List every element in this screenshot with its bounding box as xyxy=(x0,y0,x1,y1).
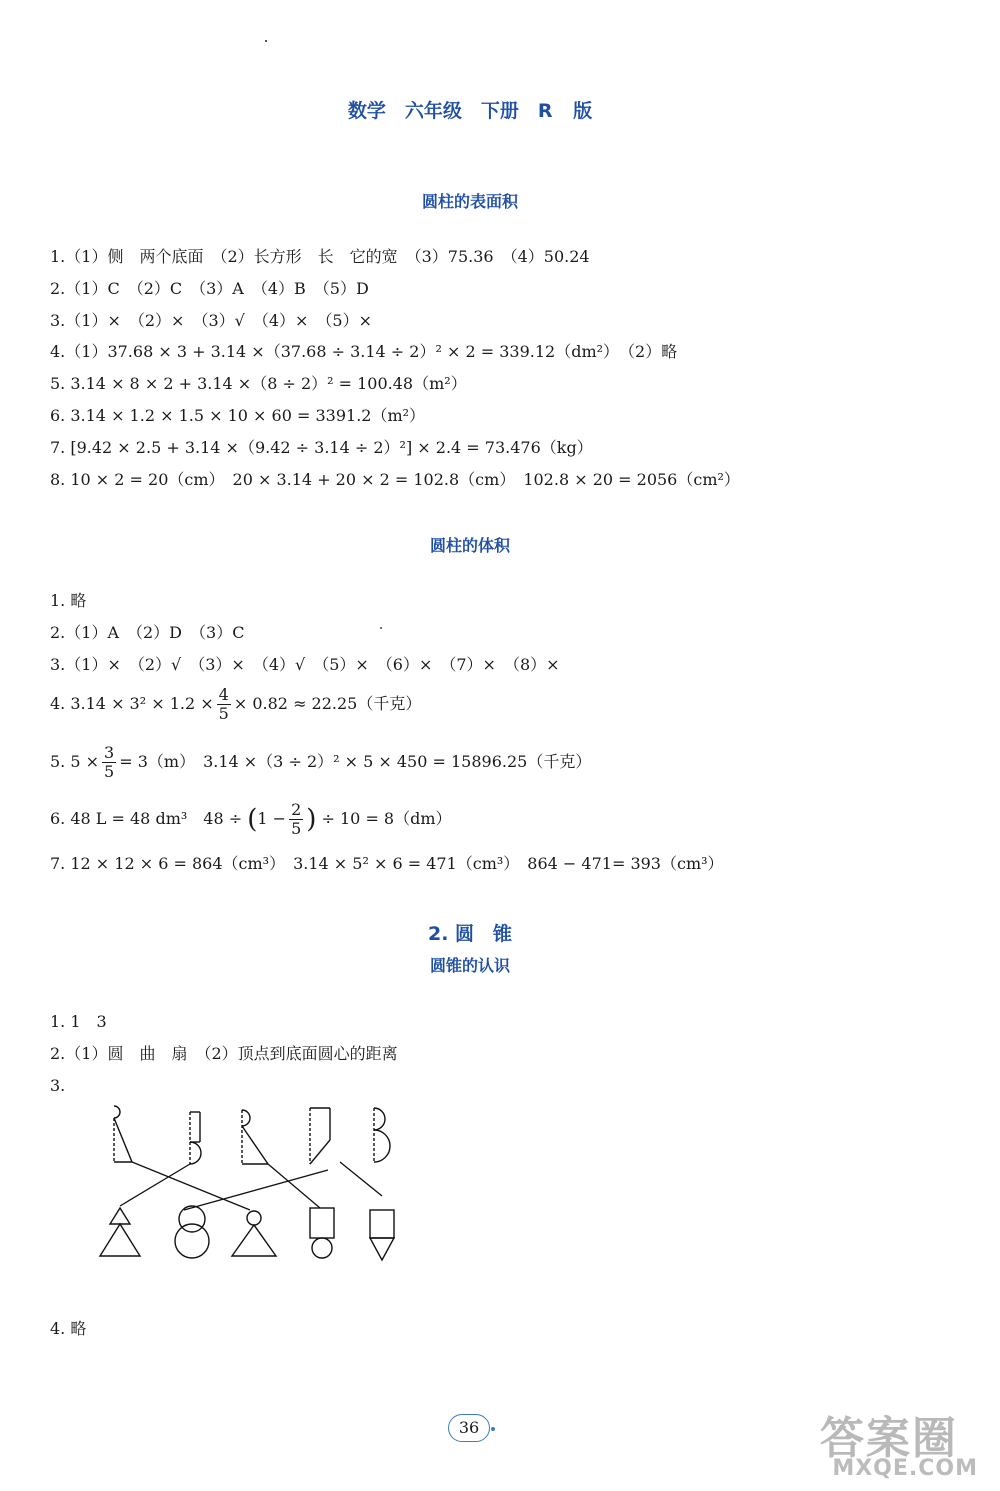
answer-line-with-fraction xyxy=(50,744,591,781)
answer-line-with-fraction xyxy=(50,801,452,838)
right-paren: ) xyxy=(306,804,317,835)
rectangle-with-semicircle-figure xyxy=(190,1112,201,1164)
answer-line: 3.（1）× （2）√ （3）× （4）√ （5）× （6）× （7）× （8）× xyxy=(50,655,560,674)
left-paren: ( xyxy=(247,804,258,835)
fraction xyxy=(102,744,116,781)
answer-line: 1.（1）侧 两个底面 （2）长方形 长 它的宽 （3）75.36 （4）50.24 xyxy=(50,247,590,266)
denominator: 5 xyxy=(218,704,229,723)
site-watermark xyxy=(756,1402,986,1482)
answer-line: 5. 3.14 × 8 × 2 + 3.14 ×（8 ÷ 2）² = 100.48（m²） xyxy=(50,374,467,393)
section-title-cylinder-volume: 圆柱的体积 xyxy=(429,536,510,555)
cone-on-cone-solid xyxy=(100,1208,140,1256)
page-number xyxy=(448,1414,490,1442)
two-semicircles-figure xyxy=(374,1108,390,1162)
expr-part: 5. 5 × xyxy=(50,752,100,771)
expr-part: ÷ 10 = 8（dm） xyxy=(321,809,452,828)
scan-speck xyxy=(380,627,382,629)
page-header: 数学 六年级 下册 R 版 xyxy=(347,100,593,122)
answer-line: 1. 1 3 xyxy=(50,1012,107,1031)
matching-lines xyxy=(120,1162,382,1210)
answer-line: 7. 12 × 12 × 6 = 864（cm³） 3.14 × 5² × 6 = 471（cm³） 864 − 471= 393（cm³） xyxy=(50,854,724,873)
page-number-text: 36 xyxy=(458,1418,480,1437)
fraction xyxy=(289,801,303,838)
watermark-url-text: MXQE.COM xyxy=(832,1456,978,1481)
answer-line: 2.（1）A （2）D （3）C xyxy=(50,623,245,642)
numerator: 3 xyxy=(104,743,115,762)
answer-line: 3. xyxy=(50,1076,66,1095)
cylinder-on-cone-solid xyxy=(370,1210,394,1260)
chapter-title-cone: 2. 圆 锥 xyxy=(427,923,513,945)
cylinder-on-sphere-solid xyxy=(310,1208,334,1258)
denominator: 5 xyxy=(291,819,302,838)
expr-part: 1 − xyxy=(257,809,287,828)
rectangle-with-triangle-figure xyxy=(310,1108,330,1164)
section-title-cone-recognition: 圆锥的认识 xyxy=(429,956,510,975)
page-number-dot xyxy=(491,1427,495,1431)
answer-line: 1. 略 xyxy=(50,591,87,610)
expr-part: = 3（m） 3.14 ×（3 ÷ 2）² × 5 × 450 = 15896.25（千克） xyxy=(119,752,592,771)
fraction xyxy=(217,686,231,723)
denominator: 5 xyxy=(104,762,115,781)
numerator: 4 xyxy=(218,685,229,704)
answer-line: 6. 3.14 × 1.2 × 1.5 × 10 × 60 = 3391.2（m²） xyxy=(50,406,426,425)
answer-line: 4. 略 xyxy=(50,1319,87,1338)
section-title-cylinder-surface-area: 圆柱的表面积 xyxy=(421,192,518,211)
rotation-matching-diagram xyxy=(92,1098,412,1268)
answer-line: 8. 10 × 2 = 20（cm） 20 × 3.14 + 20 × 2 = 102.8（cm） 102.8 × 20 = 2056（cm²） xyxy=(50,470,740,489)
expr-part: × 0.82 ≈ 22.25（千克） xyxy=(233,694,422,713)
answer-line: 7. [9.42 × 2.5 + 3.14 ×（9.42 ÷ 3.14 ÷ 2）²] × 2.4 = 73.476（kg） xyxy=(50,438,593,457)
answer-line: 3.（1）× （2）× （3）√ （4）× （5）× xyxy=(50,311,372,330)
answer-line: 2.（1）圆 曲 扇 （2）顶点到底面圆心的距离 xyxy=(50,1044,398,1063)
watermark-logo-text: 答案圈 xyxy=(820,1413,958,1464)
expr-part: 4. 3.14 × 3² × 1.2 × xyxy=(50,694,214,713)
sphere-on-cone-solid xyxy=(232,1211,276,1256)
numerator: 2 xyxy=(291,800,302,819)
semicircle-with-triangle-figure xyxy=(242,1110,268,1164)
answer-line-with-fraction xyxy=(50,686,421,723)
answer-line: 2.（1）C （2）C （3）A （4）B （5）D xyxy=(50,279,369,298)
answer-line: 4.（1）37.68 × 3 + 3.14 ×（37.68 ÷ 3.14 ÷ 2）² × 2 = 339.12（dm²） （2）略 xyxy=(50,342,678,361)
scan-speck xyxy=(265,40,267,42)
right-triangle-with-semicircle-figure xyxy=(114,1106,132,1162)
expr-part: 6. 48 L = 48 dm³ 48 ÷ xyxy=(50,809,243,828)
two-spheres-solid xyxy=(175,1206,209,1258)
